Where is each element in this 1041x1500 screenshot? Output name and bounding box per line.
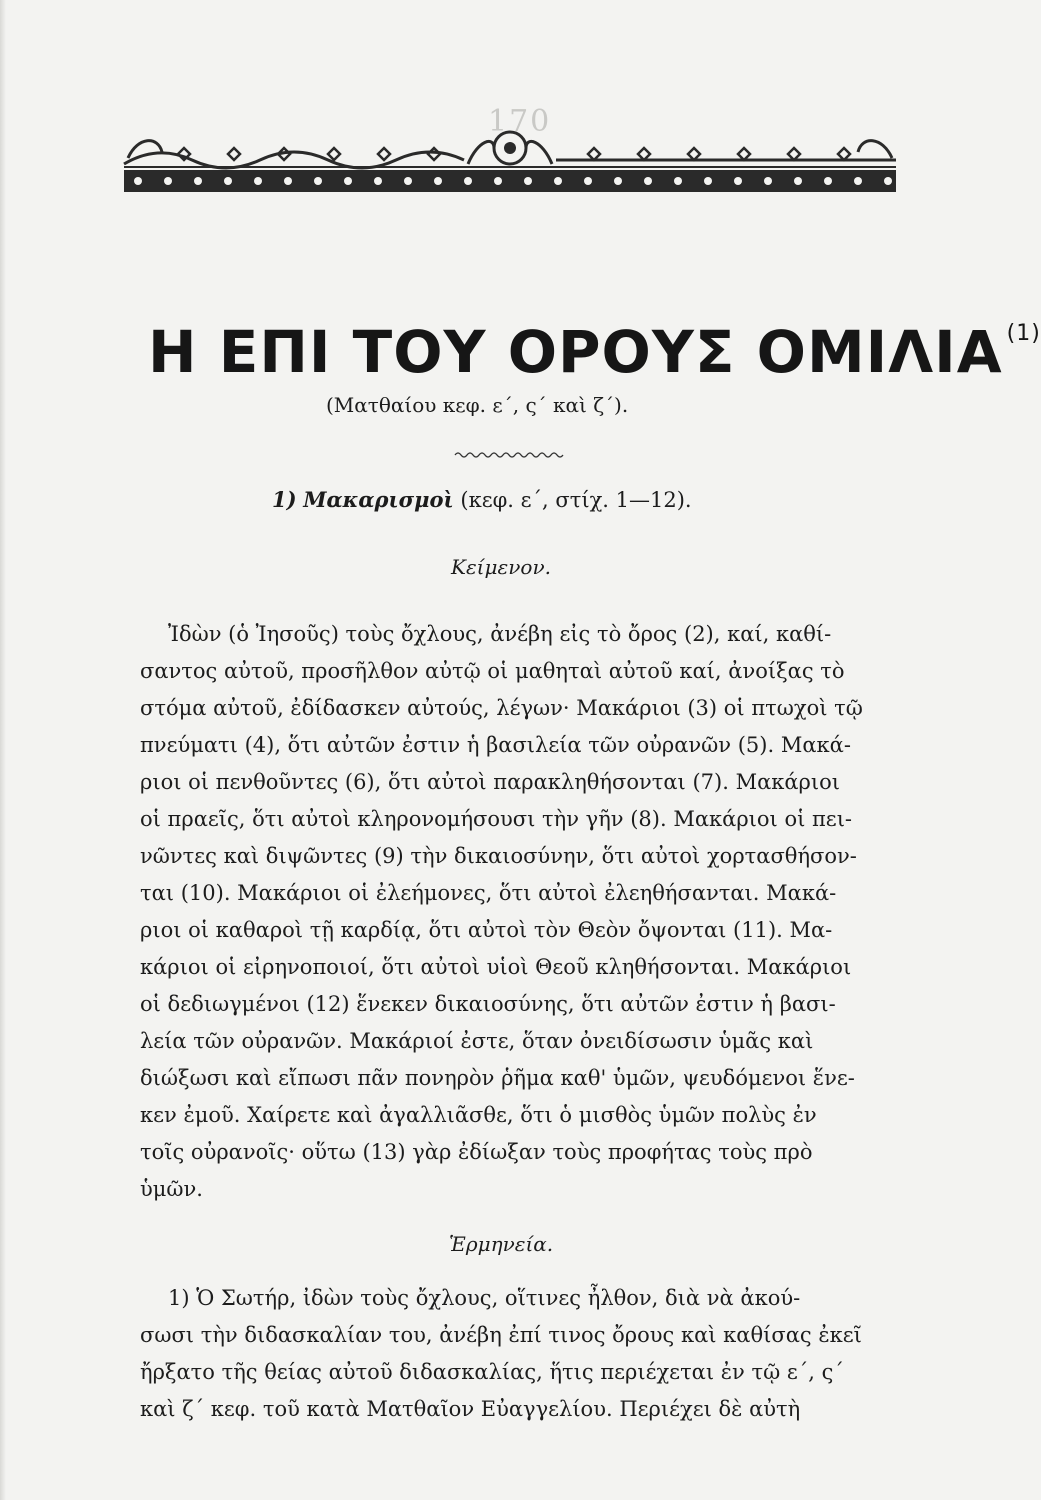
scripture-reference: (Ματθαίου κεφ. ε΄, ς΄ καὶ ζ΄).: [326, 393, 629, 417]
text-line: τοῖς οὐρανοῖς· οὕτω (13) γὰρ ἐδίωξαν τοὺς προφήτας τοὺς πρὸ: [140, 1140, 813, 1164]
title-footnote-marker: (1): [1006, 321, 1041, 346]
wavy-divider: [455, 450, 565, 460]
text-line: Ἰδὼν (ὁ Ἰησοῦς) τοὺς ὄχλους, ἀνέβη εἰς τὸ ὄρος (2), καί, καθί-: [168, 622, 832, 646]
ornamental-headpiece: [118, 130, 902, 200]
commentary-line: καὶ ζ΄ κεφ. τοῦ κατὰ Ματθαῖον Εὐαγγελίου. Περιέχει δὲ αὐτὴ: [140, 1397, 801, 1421]
text-heading: Κείμενον.: [451, 555, 551, 579]
section-reference: (κεφ. ε΄, στίχ. 1—12).: [460, 488, 692, 512]
text-line: ριοι οἱ καθαροὶ τῇ καρδίᾳ, ὅτι αὐτοὶ τὸν Θεὸν ὄψονται (11). Μα-: [140, 918, 833, 942]
title-text: Η ΕΠΙ ΤΟΥ ΟΡΟΥΣ ΟΜΙΛΙΑ: [148, 318, 1003, 386]
section-number: 1): [272, 487, 297, 512]
text-line: πνεύματι (4), ὅτι αὐτῶν ἐστιν ἡ βασιλεία τῶν οὐρανῶν (5). Μακά-: [140, 733, 851, 757]
commentary-line: σωσι τὴν διδασκαλίαν του, ἀνέβη ἐπί τινος ὄρους καὶ καθίσας ἐκεῖ: [140, 1323, 862, 1347]
bleed-through-page-number: 170: [488, 104, 552, 139]
section-title: Μακαρισμοὶ: [303, 487, 454, 512]
commentary-heading: Ἑρμηνεία.: [449, 1232, 554, 1256]
text-line: οἱ πραεῖς, ὅτι αὐτοὶ κληρονομήσουσι τὴν γῆν (8). Μακάριοι οἱ πει-: [140, 807, 853, 831]
text-line: διώξωσι καὶ εἴπωσι πᾶν πονηρὸν ῥῆμα καθ' ὑμῶν, ψευδόμενοι ἕνε-: [140, 1066, 855, 1090]
page-edge-shadow: [0, 0, 6, 1500]
commentary-line: ἤρξατο τῆς θείας αὐτοῦ διδασκαλίας, ἥτις περιέχεται ἐν τῷ ε΄, ς΄: [140, 1360, 844, 1384]
text-line: στόμα αὐτοῦ, ἐδίδασκεν αὐτούς, λέγων· Μακάριοι (3) οἱ πτωχοὶ τῷ: [140, 696, 863, 720]
text-line: λεία τῶν οὐρανῶν. Μακάριοί ἐστε, ὅταν ὀνειδίσωσιν ὑμᾶς καὶ: [140, 1029, 814, 1053]
commentary-line: 1) Ὁ Σωτήρ, ἰδὼν τοὺς ὄχλους, οἵτινες ἦλθον, διὰ νὰ ἀκού-: [168, 1286, 801, 1310]
text-line: ται (10). Μακάριοι οἱ ἐλεήμονες, ὅτι αὐτοὶ ἐλεηθήσανται. Μακά-: [140, 881, 837, 905]
page-title: [148, 318, 1041, 386]
text-line: κάριοι οἱ εἰρηνοποιοί, ὅτι αὐτοὶ υἱοὶ Θεοῦ κληθήσονται. Μακάριοι: [140, 955, 852, 979]
text-line: οἱ δεδιωγμένοι (12) ἕνεκεν δικαιοσύνης, ὅτι αὐτῶν ἐστιν ἡ βασι-: [140, 992, 836, 1016]
text-line: ὑμῶν.: [140, 1177, 203, 1201]
text-line: κεν ἐμοῦ. Χαίρετε καὶ ἀγαλλιᾶσθε, ὅτι ὁ μισθὸς ὑμῶν πολὺς ἐν: [140, 1103, 817, 1127]
text-line: σαντος αὐτοῦ, προσῆλθον αὐτῷ οἱ μαθηταὶ αὐτοῦ καί, ἀνοίξας τὸ: [140, 659, 845, 683]
text-line: ριοι οἱ πενθοῦντες (6), ὅτι αὐτοὶ παρακληθήσονται (7). Μακάριοι: [140, 770, 841, 794]
section-heading: [272, 487, 692, 512]
text-line: νῶντες καὶ διψῶντες (9) τὴν δικαιοσύνην, ὅτι αὐτοὶ χορτασθήσον-: [140, 844, 857, 868]
